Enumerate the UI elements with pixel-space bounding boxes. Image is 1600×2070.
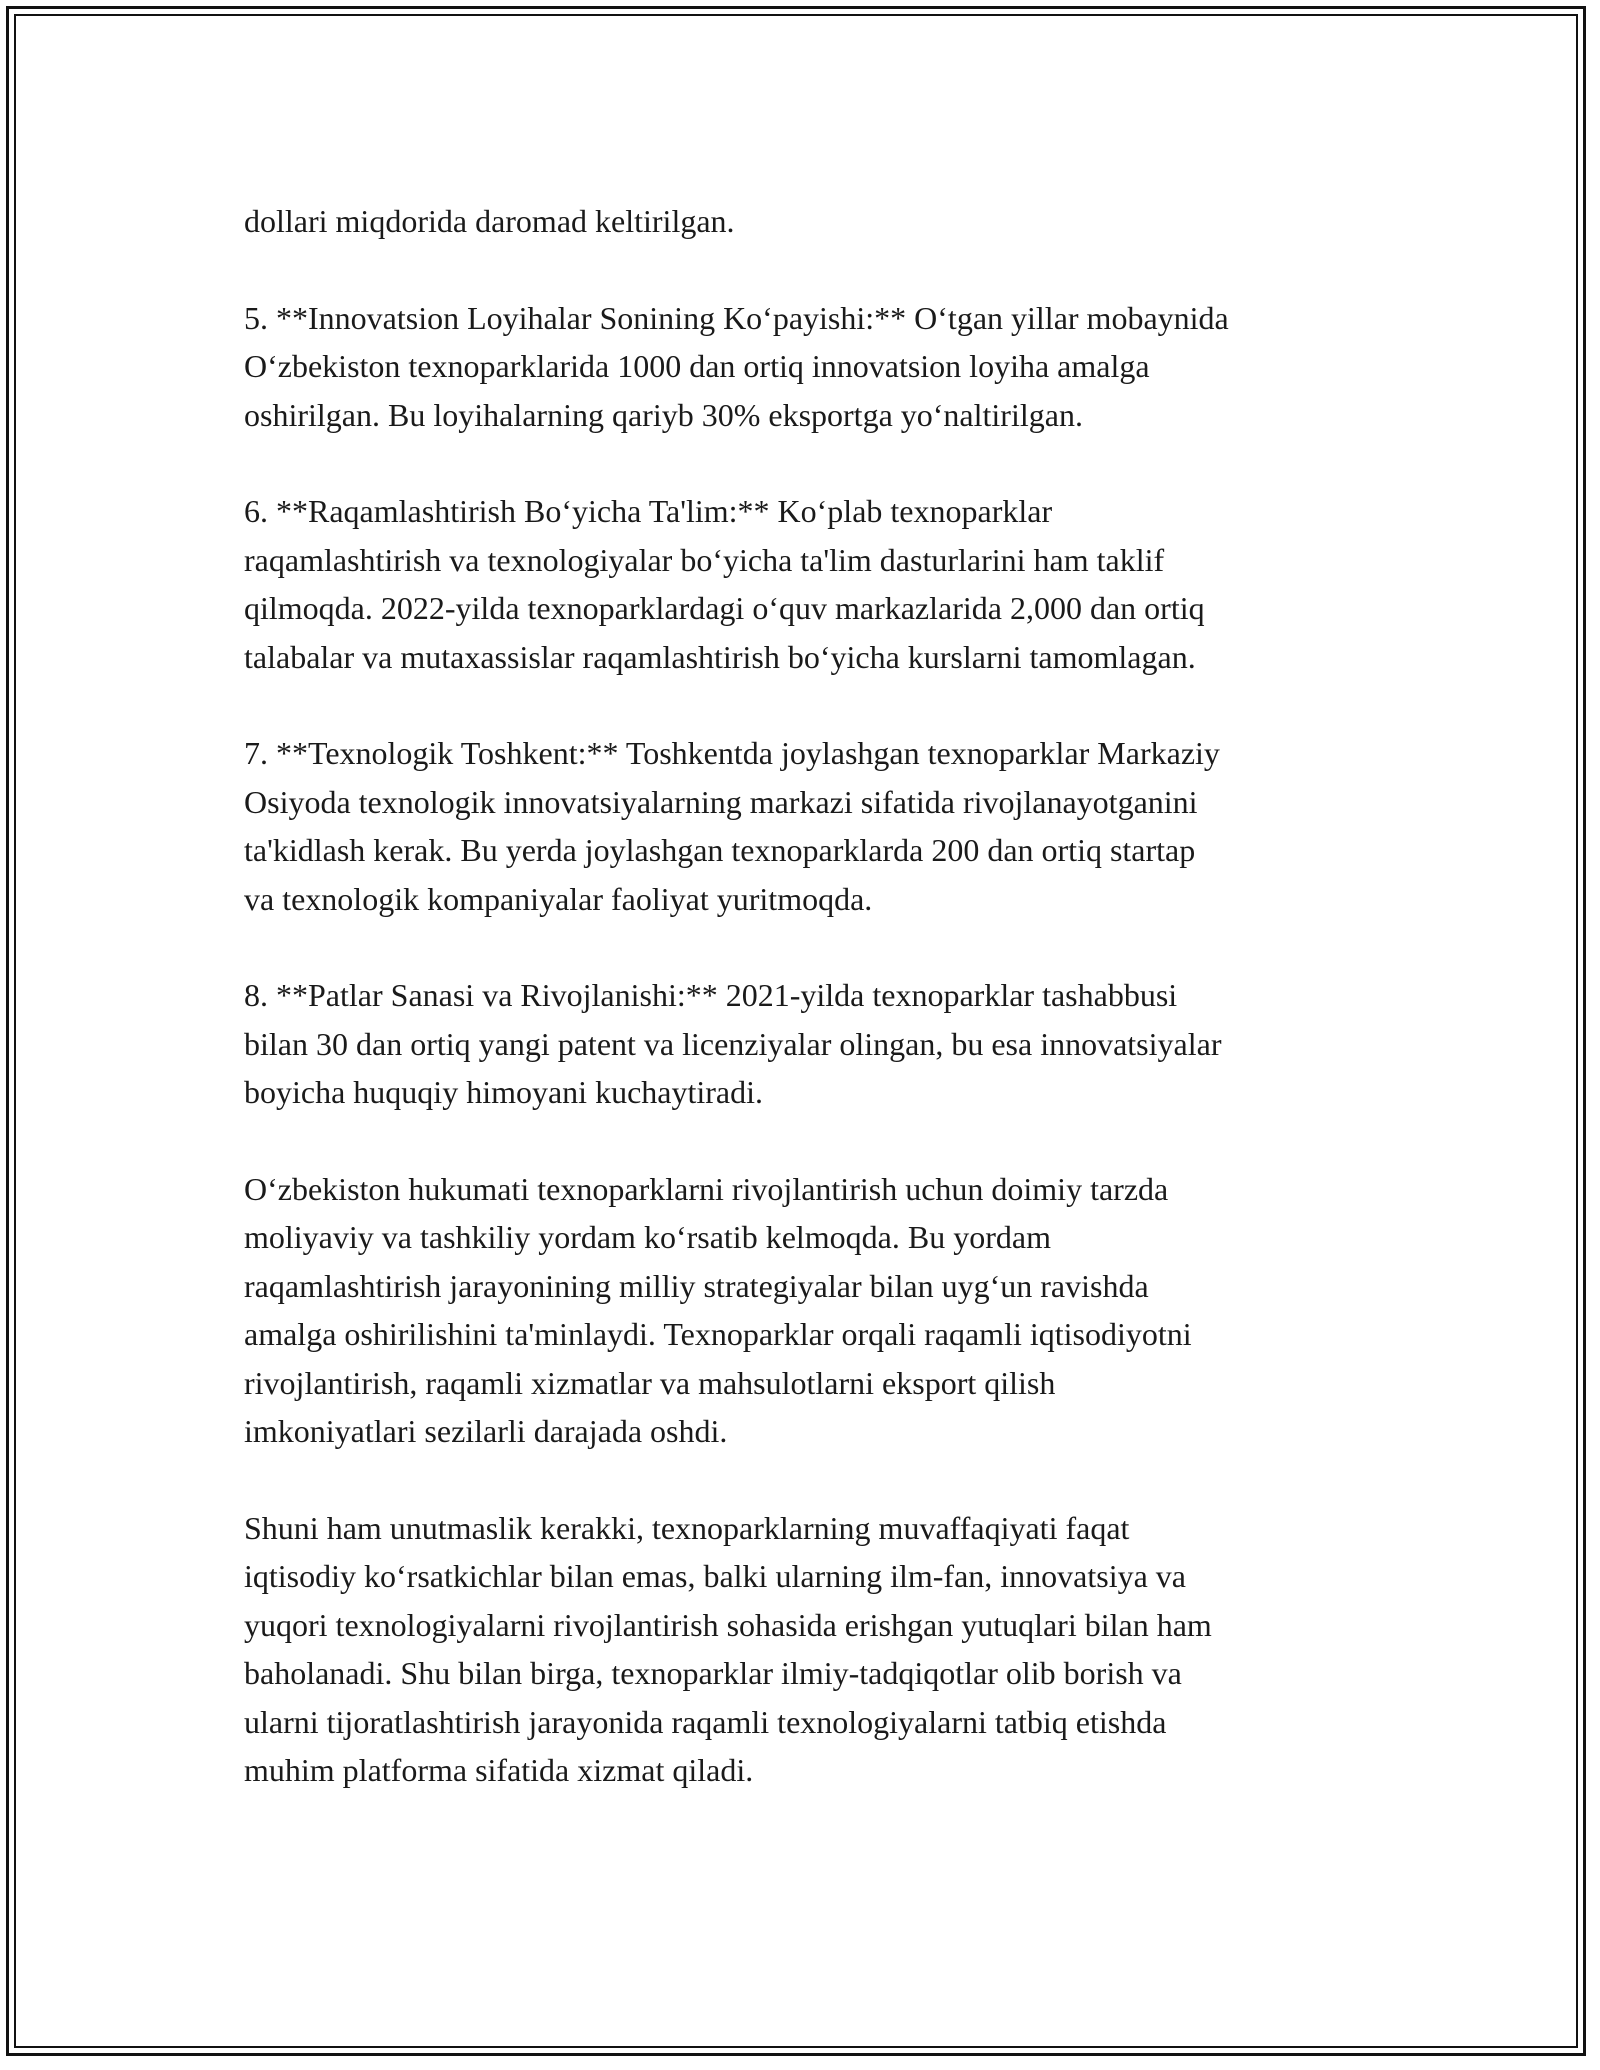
paragraph-item-7: 7. **Texnologik Toshkent:** Toshkentda joylashgan texnoparklar Markaziy Osiyoda texnologik innovatsiyalarning markazi sifatida rivojlanayotganini ta'kidlash kerak. Bu yerda joylashgan texnoparklarda 200 dan ortiq startap va texnologik kompaniyalar faoliyat yuritmoqda. <box>244 735 1220 917</box>
paragraph-government-support: Oʻzbekiston hukumati texnoparklarni rivojlantirish uchun doimiy tarzda moliyaviy va tashkiliy yordam koʻrsatib kelmoqda. Bu yordam raqamlashtirish jarayonining milliy strategiyalar bilan uygʻun ravishda amalga oshirilishini ta'minlaydi. Texnoparklar orqali raqamli iqtisodiyotni rivojlantirish, raqamli xizmatlar va mahsulotlarni eksport qilish imkoniyatlari sezilarli darajada oshdi. <box>244 1171 1192 1450</box>
paragraph-item-8: 8. **Patlar Sanasi va Rivojlanishi:** 2021-yilda texnoparklar tashabbusi bilan 30 dan ortiq yangi patent va licenziyalar olingan, bu esa innovatsiyalar boyicha huquqiy himoyani kuchaytiradi. <box>244 977 1222 1111</box>
document-body <box>244 197 1394 1794</box>
paragraph-item-5: 5. **Innovatsion Loyihalar Sonining Koʻpayishi:** Oʻtgan yillar mobaynida Oʻzbekiston texnoparklarida 1000 dan ortiq innovatsion loyiha amalga oshirilgan. Bu loyihalarning qariyb 30% eksportga yoʻnaltirilgan. <box>244 299 1229 433</box>
page-frame <box>6 6 1586 2056</box>
paragraph-item-6: 6. **Raqamlashtirish Boʻyicha Ta'lim:** Koʻplab texnoparklar raqamlashtirish va texnologiyalar boʻyicha ta'lim dasturlarini ham taklif qilmoqda. 2022-yilda texnoparklardagi oʻquv markazlarida 2,000 dan ortiq talabalar va mutaxassislar raqamlashtirish boʻyicha kurslarni tamomlagan. <box>244 493 1205 675</box>
paragraph-conclusion: Shuni ham unutmaslik kerakki, texnoparklarning muvaffaqiyati faqat iqtisodiy koʻrsatkichlar bilan emas, balki ularning ilm-fan, innovatsiya va yuqori texnologiyalarni rivojlantirish sohasida erishgan yutuqlari bilan ham baholanadi. Shu bilan birga, texnoparklar ilmiy-tadqiqotlar olib borish va ularni tijoratlashtirish jarayonida raqamli texnologiyalarni tatbiq etishda muhim platforma sifatida xizmat qiladi. <box>244 1509 1212 1788</box>
paragraph-continuation: dollari miqdorida daromad keltirilgan. <box>244 203 735 239</box>
